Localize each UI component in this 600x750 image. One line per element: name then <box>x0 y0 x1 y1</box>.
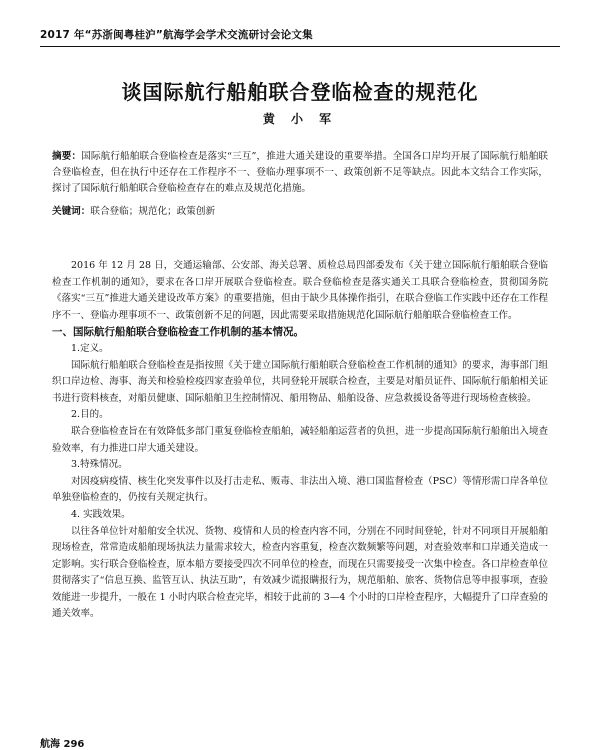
item-4-paragraph: 以往各单位针对船舶安全状况、货物、疫情和人员的检查内容不同，分别在不同时间登轮，针对不同项目开展船舶现场检查，常常造成船舶现场执法力量需求较大，检查内容重复，检查次数频繁等问题，对查验效率和口岸通关造成一定影响。实行联合登临检查，原本船方要接受四次不同单位的检查，而现在只需要接受一次集中检查。各口岸检查单位贯彻落实了“信息互换、监管互认、执法互助”，有效减少谎报瞒报行为，规范船舶、旅客、货物信息等申报事项，查验效能进一步提升，一般在 1 小时内联合检查完毕，相较于此前的 3—4 个小时的口岸检查程序，大幅提升了口岸查验的通关效率。 <box>52 525 548 620</box>
section-heading-1: 一、国际航行船舶联合登临检查工作机制的基本情况。 <box>52 326 304 339</box>
paper-title: 谈国际航行船舶联合登临检查的规范化 <box>121 80 479 104</box>
abstract-label: 摘要： <box>52 151 82 162</box>
page-footer: 航海 296 <box>40 739 85 750</box>
item-3-paragraph: 对因疫病疫情、核生化突发事件以及打击走私、贩毒、非法出入境、港口国监督检查（PSC）等情形需口岸各单位单独登临检查的，仍按有关规定执行。 <box>52 475 548 504</box>
abstract <box>52 149 548 197</box>
keywords <box>52 204 548 220</box>
intro-paragraph: 2016 年 12 月 28 日，交通运输部、公安部、海关总署、质检总局四部委发布《关于建立国际航行船舶联合登临检查工作机制的通知》，要求在各口岸开展联合登临检查。联合登临检查是落实通关工具联合登临检查，贯彻国务院《落实“三互”推进大通关建设改革方案》的重要措施，但由于缺少具体操作指引，在联合登临工作实践中还存在工作程序不一、登临办理事项不一、政策创新不足的问题，因此需要采取措施规范化国际航行船舶联合登临检查工作。 <box>52 260 548 321</box>
item-3-title: 3.特殊情况。 <box>71 459 128 471</box>
keywords-label: 关键词： <box>52 206 91 217</box>
body-text <box>52 258 548 623</box>
running-header: 2017 年“苏浙闽粤桂沪”航海学会学术交流研讨会论文集 <box>40 27 560 47</box>
item-4-title: 4. 实践效果。 <box>71 508 131 520</box>
item-1-title: 1.定义。 <box>71 342 109 354</box>
item-1-paragraph: 国际航行船舶联合登临检查是指按照《关于建立国际航行船舶联合登临检查工作机制的通知》的要求，海事部门组织口岸边检、海事、海关和检验检疫四家查验单位，共同登轮开展联合检查，主要是对船员证件、国际航行船舶相关证书进行资料核查，对船员健康、国际船舶卫生控制情况、船用物品、船舶设备、应急救援设备等进行现场检查核验。 <box>52 359 548 404</box>
author-name: 黄 小 军 <box>262 112 338 126</box>
item-2-paragraph: 联合登临检查旨在有效降低多部门重复登临检查船舶，减轻船舶运营者的负担，进一步提高国际航行船舶出入境查验效率，有力推进口岸大通关建设。 <box>52 425 548 454</box>
keywords-text: 联合登临；规范化；政策创新 <box>90 206 216 217</box>
abstract-text: 国际航行船舶联合登临检查是落实“三互”，推进大通关建设的重要举措。全国各口岸均开展了国际航行船舶联合登临检查，但在执行中还存在工作程序不一、登临办理事项不一、政策创新不足等缺点。因此本文结合工作实际，探讨了国际航行船舶联合登临检查存在的难点及规范化措施。 <box>52 151 549 194</box>
item-2-title: 2.目的。 <box>71 409 109 421</box>
